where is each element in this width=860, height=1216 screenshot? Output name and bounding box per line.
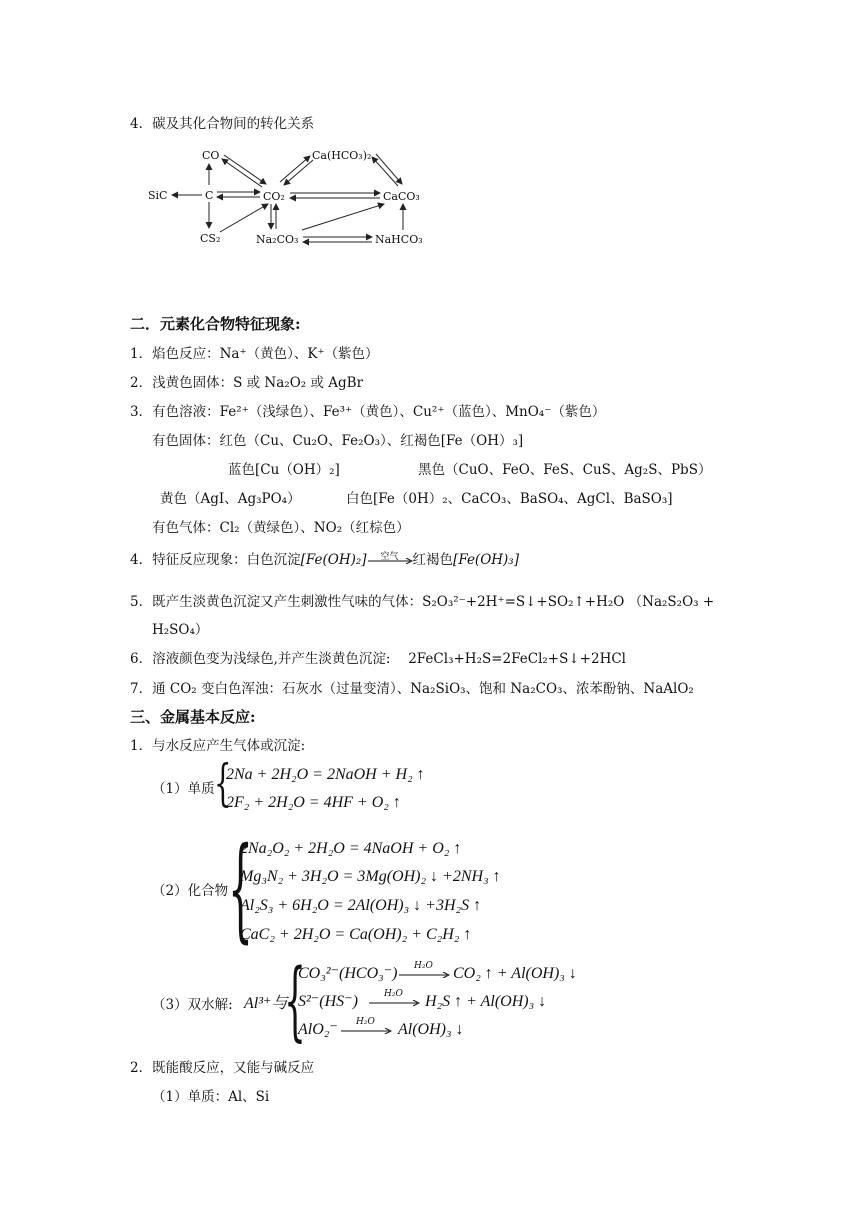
air-label: 空气 (380, 552, 399, 562)
diagram-caco3: CaCO₃ (383, 190, 420, 203)
feature-reaction-line (130, 551, 519, 569)
fe-oh-2-formula: [Fe(OH)₂] (300, 552, 367, 568)
ferric-h2s-line: 6．溶液颜色变为浅绿色,并产生淡黄色沉淀: 2FeCl₃+H₂S=2FeCl₂+S↓+2HCl (130, 651, 626, 667)
arrow-aluminate (340, 1018, 392, 1038)
flame-color-line: 1．焰色反应：Na⁺（黄色）、K⁺（紫色） (130, 346, 379, 362)
elemental-label: （1）单质 (152, 781, 215, 797)
eq-carbide-water: CaC₂ + 2H₂O = Ca(OH)₂ + C₂H₂ ↑ (240, 926, 472, 943)
h2o-label-1: H₂O (414, 961, 433, 971)
section-3-heading: 三、金属基本反应: (130, 708, 256, 726)
eq-nitride-water: Mg₃N₂ + 3H₂O = 3Mg(OH)₂ ↓ +2NH₃ ↑ (240, 868, 501, 885)
diagram-c: C (205, 189, 214, 202)
diagram-cs2: CS₂ (200, 232, 221, 245)
air-arrow (367, 551, 413, 569)
co2-turbid-line: 7．通 CO₂ 变白色浑浊：石灰水（过量变清）、Na₂SiO₃、饱和 Na₂CO₃、浓苯酚钠、NaAlO₂ (130, 681, 694, 697)
eq-sulfide-water: Al₂S₃ + 6H₂O = 2Al(OH)₃ ↓ +3H₂S ↑ (240, 897, 482, 914)
eq-peroxide-water: 2Na₂O₂ + 2H₂O = 4NaOH + O₂ ↑ (240, 840, 462, 857)
diagram-co2: CO₂ (263, 190, 285, 203)
section-4-title: 4．碳及其化合物间的转化关系 (130, 116, 315, 132)
brace-hydrolysis: { (284, 951, 306, 1051)
diagram-na2co3: Na₂CO₃ (256, 233, 299, 246)
h2o-label-2: H₂O (384, 989, 403, 999)
blue-solid-text: 蓝色[Cu（OH）₂] (228, 462, 340, 478)
eq-carbonate-left: CO₃²⁻(HCO₃⁻) (298, 965, 398, 982)
section-2-heading: 二．元素化合物特征现象: (130, 315, 301, 333)
eq-sodium-water: 2Na + 2H₂O = 2NaOH + H₂ ↑ (226, 766, 425, 783)
eq-carbonate-right: CO₂ ↑ + Al(OH)₃ ↓ (453, 965, 577, 982)
water-reaction-line: 1．与水反应产生气体或沉淀: (130, 738, 306, 754)
thiosulfate-line: 5．既产生淡黄色沉淀又产生刺激性气味的气体：S₂O₃²⁻+2H⁺=S↓+SO₂↑+H₂O （Na₂S₂O₃ + (130, 594, 715, 610)
eq-aluminate-right: Al(OH)₃ ↓ (398, 1021, 464, 1038)
h2o-label-3: H₂O (356, 1017, 375, 1027)
red-brown-text: 红褐色 (412, 552, 454, 568)
amphoteric-elements-line: （1）单质：Al、Si (152, 1089, 270, 1105)
eq-sulfide-right: H₂S ↑ + Al(OH)₃ ↓ (425, 993, 547, 1010)
colored-solution-line: 3．有色溶液：Fe²⁺（浅绿色）、Fe³⁺（黄色）、Cu²⁺（蓝色）、MnO₄⁻（紫色） (130, 404, 606, 420)
thiosulfate-line-cont: H₂SO₄） (152, 622, 209, 638)
eq-fluorine-water: 2F₂ + 2H₂O = 4HF + O₂ ↑ (226, 794, 401, 811)
black-solid-text: 黑色（CuO、FeO、FeS、CuS、Ag₂S、PbS） (418, 462, 712, 478)
diagram-nahco3: NaHCO₃ (375, 233, 423, 246)
yellow-solid-text: 黄色（AgI、Ag₃PO₄） (160, 491, 301, 507)
arrow-sulfide (368, 990, 420, 1010)
white-solid-text: 白色[Fe（0H）₂、CaCO₃、BaSO₄、AgCl、BaSO₃] (346, 491, 673, 507)
fe-oh-3-formula: [Fe(OH)₃] (453, 552, 519, 568)
feature-reaction-prefix: 4．特征反应现象：白色沉淀 (130, 552, 301, 568)
eq-sulfide-left: S²⁻(HS⁻) (298, 993, 358, 1010)
compound-label: （2）化合物 (152, 883, 229, 899)
arrow-carbonate (398, 962, 450, 982)
brace-compound: { (228, 824, 253, 954)
double-hydrolysis-label: （3）双水解: (152, 997, 233, 1013)
brace-elemental: { (214, 754, 232, 812)
carbon-conversion-diagram (140, 140, 440, 255)
colored-solid-line: 有色固体：红色（Cu、Cu₂O、Fe₂O₃）、红褐色[Fe（OH）₃] (152, 433, 524, 449)
colored-gas-line: 有色气体：Cl₂（黄绿色）、NO₂（红棕色） (152, 520, 410, 536)
diagram-ca-hco3: Ca(HCO₃)₂ (312, 149, 372, 162)
diagram-sic: SiC (148, 189, 168, 202)
eq-aluminate-left: AlO₂⁻ (298, 1021, 338, 1038)
pale-yellow-solid-line: 2．浅黄色固体：S 或 Na₂O₂ 或 AgBr (130, 375, 364, 391)
diagram-co: CO (202, 149, 220, 162)
al-ion-with: Al³⁺与 (244, 995, 288, 1012)
amphoteric-line: 2．既能酸反应，又能与碱反应 (130, 1060, 315, 1076)
